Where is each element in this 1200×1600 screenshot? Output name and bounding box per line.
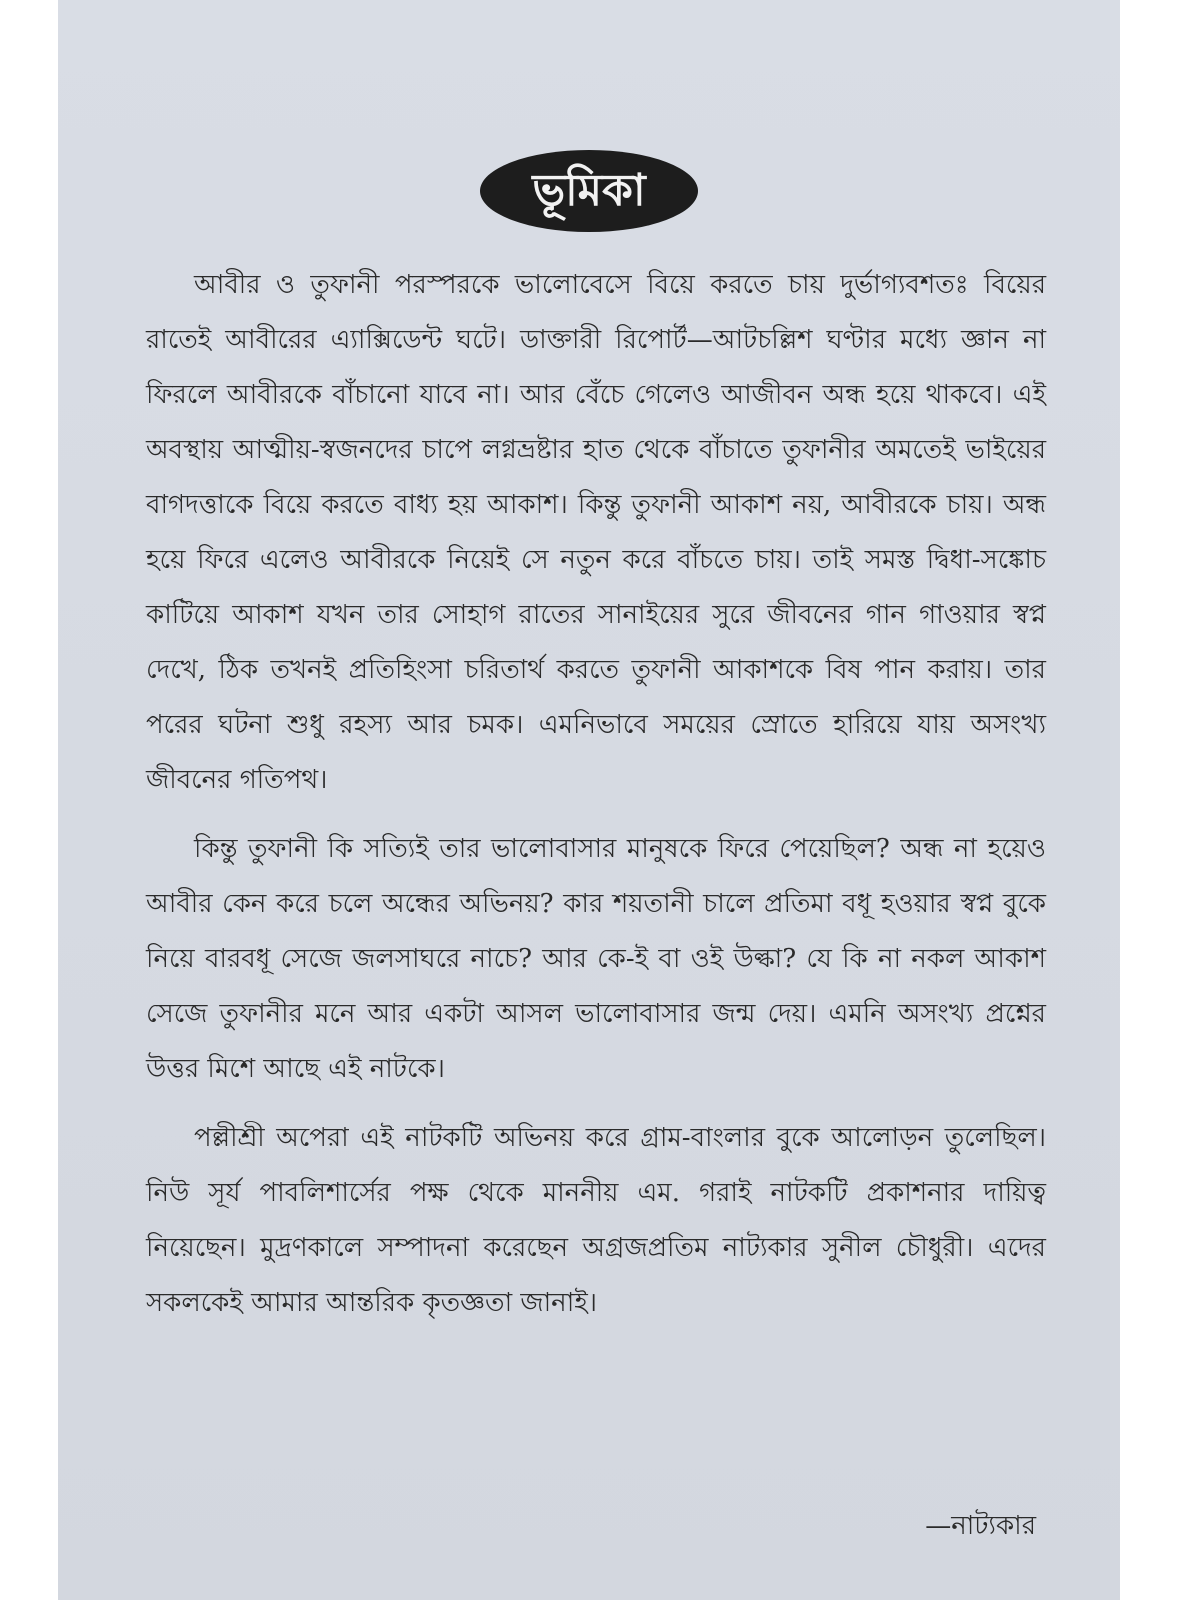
title-container [58,150,1120,232]
preface-body [146,258,1046,1331]
paragraph-1: আবীর ও তুফানী পরস্পরকে ভালোবেসে বিয়ে করতে চায় দুর্ভাগ্যবশতঃ বিয়ের রাতেই আবীরের এ্যাক্সিডেন্ট ঘটে। ডাক্তারী রিপোর্ট—আটচল্লিশ ঘণ্টার মধ্যে জ্ঞান না ফিরলে আবীরকে বাঁচানো যাবে না। আর বেঁচে গেলেও আজীবন অন্ধ হয়ে থাকবে। এই অবস্থায় আত্মীয়-স্বজনদের চাপে লগ্নভ্রষ্টার হাত থেকে বাঁচাতে তুফানীর অমতেই ভাইয়ের বাগদত্তাকে বিয়ে করতে বাধ্য হয় আকাশ। কিন্তু তুফানী আকাশ নয়, আবীরকে চায়। অন্ধ হয়ে ফিরে এলেও আবীরকে নিয়েই সে নতুন করে বাঁচতে চায়। তাই সমস্ত দ্বিধা-সঙ্কোচ কাটিয়ে আকাশ যখন তার সোহাগ রাতের সানাইয়ের সুরে জীবনের গান গাওয়ার স্বপ্ন দেখে, ঠিক তখনই প্রতিহিংসা চরিতার্থ করতে তুফানী আকাশকে বিষ পান করায়। তার পরের ঘটনা শুধু রহস্য আর চমক। এমনিভাবে সময়ের স্রোতে হারিয়ে যায় অসংখ্য জীবনের গতিপথ। [146,270,1046,795]
page-title: ভূমিকা [480,150,697,232]
book-page [58,0,1120,1600]
paragraph-2: কিন্তু তুফানী কি সত্যিই তার ভালোবাসার মানুষকে ফিরে পেয়েছিল? অন্ধ না হয়েও আবীর কেন করে চলে অন্ধের অভিনয়? কার শয়তানী চালে প্রতিমা বধূ হওয়ার স্বপ্ন বুকে নিয়ে বারবধূ সেজে জলসাঘরে নাচে? আর কে-ই বা ওই উল্কা? যে কি না নকল আকাশ সেজে তুফানীর মনে আর একটা আসল ভালোবাসার জন্ম দেয়। এমনি অসংখ্য প্রশ্নের উত্তর মিশে আছে এই নাটকে। [146,834,1046,1084]
author-signature: —নাট্যকার [925,1511,1036,1541]
paragraph-3: পল্লীশ্রী অপেরা এই নাটকটি অভিনয় করে গ্রাম-বাংলার বুকে আলোড়ন তুলেছিল। নিউ সূর্য পাবলিশার্সের পক্ষ থেকে মাননীয় এম. গরাই নাটকটি প্রকাশনার দায়িত্ব নিয়েছেন। মুদ্রণকালে সম্পাদনা করেছেন অগ্রজপ্রতিম নাট্যকার সুনীল চৌধুরী। এদের সকলকেই আমার আন্তরিক কৃতজ্ঞতা জানাই। [146,1123,1046,1318]
